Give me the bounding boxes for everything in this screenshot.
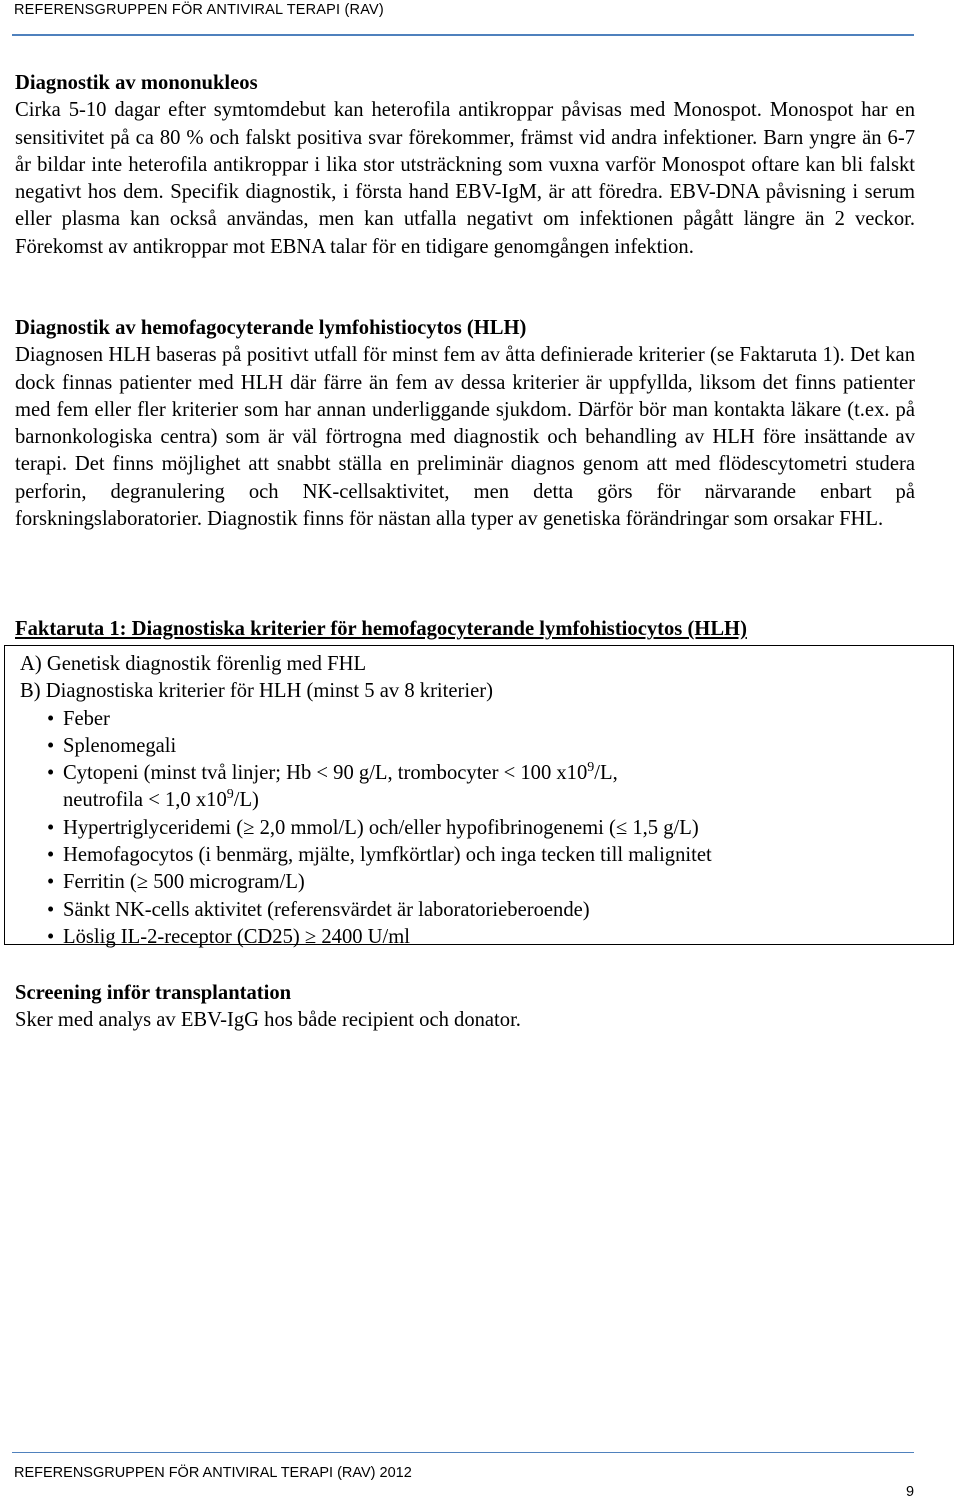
cytopeni-exponent-1: 9 bbox=[587, 760, 595, 776]
section-heading: Diagnostik av hemofagocyterande lymfohistiocytos (HLH) bbox=[15, 317, 527, 339]
section-hlh bbox=[15, 315, 915, 533]
section-mononukleos bbox=[15, 70, 915, 261]
footer-rule bbox=[12, 1452, 914, 1453]
cytopeni-exponent-2: 9 bbox=[226, 787, 234, 803]
criterion-cytopeni bbox=[47, 760, 953, 815]
running-header: REFERENSGRUPPEN FÖR ANTIVIRAL TERAPI (RAV) bbox=[14, 2, 384, 18]
criterion-hemofagocytos: • Hemofagocytos (i benmärg, mjälte, lymfkörtlar) och inga tecken till malignitet bbox=[47, 842, 953, 869]
faktaruta-title: Faktaruta 1: Diagnostiska kriterier för hemofagocyterande lymfohistiocytos (HLH) bbox=[15, 618, 747, 640]
cytopeni-text-1: Cytopeni (minst två linjer; Hb < 90 g/L, trombocyter < 100 x10 bbox=[63, 762, 588, 785]
criterion-splenomegali: • Splenomegali bbox=[47, 733, 953, 760]
cytopeni-text-3: neutrofila < 1,0 x10 bbox=[63, 789, 227, 812]
section-body: Sker med analys av EBV-IgG hos både recipient och donator. bbox=[15, 1009, 521, 1032]
section-body: Diagnosen HLH baseras på positivt utfall för minst fem av åtta definierade kriterier (se Faktaruta 1). Det kan dock finnas patienter med HLH där färre än fem av dessa kriterier är uppfyllda, liksom det finns patienter med fem eller fler kriterier som har annan underliggande sjukdom. Därför bör man kontakta läkare (t.ex. på barnonkologiska centra) som är väl förtrogna med diagnostik och behandling av HLH före insättande av terapi. Det finns möjlighet att snabbt ställa en preliminär diagnos genom att med flödescytometri studera perforin, degranulering och NK-cellsaktivitet, men detta görs för närvarande enbart på forskningslaboratorier. Diagnostik finns för nästan alla typer av genetiska förändringar som orsakar FHL. bbox=[15, 344, 915, 531]
cytopeni-continuation bbox=[63, 787, 953, 814]
running-footer: REFERENSGRUPPEN FÖR ANTIVIRAL TERAPI (RAV) 2012 bbox=[14, 1465, 412, 1481]
cytopeni-text-4: /L) bbox=[233, 789, 259, 812]
page-number: 9 bbox=[906, 1484, 915, 1500]
faktaruta-box bbox=[4, 645, 954, 948]
criterion-group-b: B) Diagnostiska kriterier för HLH (minst 5 av 8 kriterier) bbox=[20, 680, 493, 703]
criterion-feber: • Feber bbox=[47, 706, 953, 733]
criterion-group-a: A) Genetisk diagnostik förenlig med FHL bbox=[20, 653, 367, 675]
section-screening bbox=[15, 980, 915, 1035]
criterion-il2-receptor: • Löslig IL-2-receptor (CD25) ≥ 2400 U/ml bbox=[47, 924, 953, 951]
criterion-nk-cells: • Sänkt NK-cells aktivitet (referensvärdet är laboratorieberoende) bbox=[47, 897, 953, 924]
header-rule bbox=[12, 34, 914, 36]
criterion-hypertriglyceridemi: • Hypertriglyceridemi (≥ 2,0 mmol/L) och/eller hypofibrinogenemi (≤ 1,5 g/L) bbox=[47, 815, 953, 842]
section-heading: Screening inför transplantation bbox=[15, 982, 292, 1004]
criteria-list bbox=[20, 706, 953, 952]
criterion-ferritin: • Ferritin (≥ 500 microgram/L) bbox=[47, 869, 953, 896]
cytopeni-text-2: /L, bbox=[594, 762, 618, 785]
section-heading: Diagnostik av mononukleos bbox=[15, 72, 258, 94]
section-body: Cirka 5-10 dagar efter symtomdebut kan heterofila antikroppar påvisas med Monospot. Monospot har en sensitivitet på ca 80 % och falskt positiva svar förekommer, främst vid andra infektioner. Barn yngre än 6-7 år bildar inte heterofila antikroppar i lika stor utsträckning som vuxna varför Monospot oftare kan bli falskt negativt hos dem. Specifik diagnostik, i första hand EBV-IgM, är att föredra. EBV-DNA påvisning i serum eller plasma kan också användas, men kan utfalla negativt om infektionen pågått längre än 2 veckor. Förekomst av antikroppar mot EBNA talar för en tidigare genomgången infektion. bbox=[15, 99, 915, 258]
